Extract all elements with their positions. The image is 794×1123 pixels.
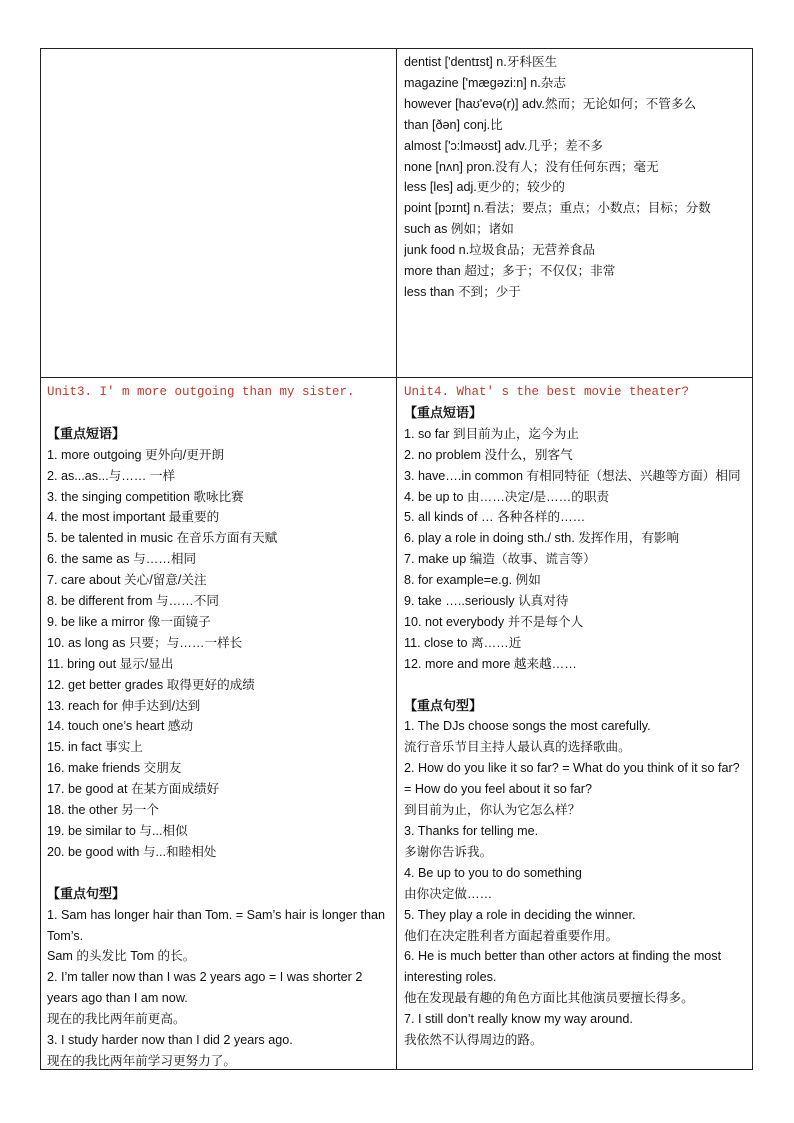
phrase-item: 10. not everybody 并不是每个人 xyxy=(404,614,584,629)
phrase-item: 19. be similar to 与...相似 xyxy=(47,824,188,839)
phrase-item: 15. in fact 事实上 xyxy=(47,740,143,755)
phrase-item: 9. be like a mirror 像一面镜子 xyxy=(47,614,211,629)
unit3-sentences-heading: 【重点句型】 xyxy=(47,885,126,901)
phrase-item: 1. so far 到目前为止，迄今为止 xyxy=(404,426,579,441)
spacer xyxy=(47,403,392,424)
sentence-en: 2. I’m taller now than I was 2 years ago = I was shorter 2 years ago than I am now. xyxy=(47,970,363,1006)
unit3-title: Unit3. I' m more outgoing than my sister. xyxy=(47,385,355,399)
sentence-en: 5. They play a role in deciding the winner. xyxy=(404,907,636,922)
sentence-zh: 多谢你告诉我。 xyxy=(404,844,493,859)
sentence-zh: 我依然不认得周边的路。 xyxy=(404,1033,543,1048)
sentence-zh: 流行音乐节目主持人最认真的选择歌曲。 xyxy=(404,740,631,755)
sentence-en: 4. Be up to you to do something xyxy=(404,865,582,880)
sentence-en: 3. I study harder now than I did 2 years ago. xyxy=(47,1033,293,1048)
unit4-title: Unit4. What' s the best movie theater? xyxy=(404,385,690,399)
phrase-item: 2. as...as...与…… 一样 xyxy=(47,468,176,483)
sentence-en: 2. How do you like it so far? = What do you think of it so far? = How do you feel about it so far? xyxy=(404,761,740,797)
phrase-item: 8. be different from 与……不同 xyxy=(47,594,219,609)
spacer xyxy=(47,863,392,884)
sentence-zh: Sam 的头发比 Tom 的长。 xyxy=(47,949,196,964)
sentence-zh: 他们在决定胜利者方面起着重要作用。 xyxy=(404,928,619,943)
empty-cell xyxy=(40,48,396,377)
phrase-item: 1. more outgoing 更外向/更开朗 xyxy=(47,447,225,462)
sentence-en: 1. The DJs choose songs the most carefully. xyxy=(404,719,651,734)
vocab-line: dentist ['dentɪst] n.牙科医生 xyxy=(404,55,558,69)
phrase-item: 20. be good with 与...和睦相处 xyxy=(47,844,217,859)
unit3-phrases-heading: 【重点短语】 xyxy=(47,425,126,441)
spacer xyxy=(404,675,750,696)
phrase-item: 3. have….in common 有相同特征（想法、兴趣等方面）相同 xyxy=(404,468,741,483)
phrase-item: 3. the singing competition 歌咏比赛 xyxy=(47,489,244,504)
phrase-item: 2. no problem 没什么，别客气 xyxy=(404,447,573,462)
phrase-item: 17. be good at 在某方面成绩好 xyxy=(47,782,220,797)
vocab-line: almost ['ɔ:lməʊst] adv.几乎；差不多 xyxy=(404,138,603,153)
phrase-item: 16. make friends 交朋友 xyxy=(47,761,182,776)
phrase-item: 7. make up 编造（故事、谎言等） xyxy=(404,552,596,567)
phrase-item: 8. for example=e.g. 例如 xyxy=(404,573,541,588)
vocab-line: point [pɔɪnt] n.看法；要点；重点；小数点；目标；分数 xyxy=(404,201,711,216)
phrase-item: 5. all kinds of … 各种各样的…… xyxy=(404,510,586,525)
sentence-zh: 到目前为止，你认为它怎么样？ xyxy=(404,803,581,818)
phrase-item: 9. take …..seriously 认真对待 xyxy=(404,594,569,609)
phrase-item: 7. care about 关心/留意/关注 xyxy=(47,573,207,588)
phrase-item: 13. reach for 伸手达到/达到 xyxy=(47,698,201,713)
vocab-line: less [les] adj.更少的；较少的 xyxy=(404,180,565,195)
vocab-line: than [ðən] conj.比 xyxy=(404,117,503,132)
phrase-item: 18. the other 另一个 xyxy=(47,803,159,818)
sentence-zh: 现在的我比两年前学习更努力了。 xyxy=(47,1053,236,1068)
vocab-line: magazine ['mæɡəzi:n] n.杂志 xyxy=(404,75,566,90)
vocab-line: less than 不到；少于 xyxy=(404,284,521,299)
phrase-item: 4. be up to 由……决定/是……的职责 xyxy=(404,489,610,504)
unit3-cell xyxy=(47,382,392,1068)
phrase-item: 5. be talented in music 在音乐方面有天赋 xyxy=(47,531,278,546)
vocab-line: more than 超过；多于；不仅仅；非常 xyxy=(404,264,616,279)
unit4-cell xyxy=(404,382,750,1068)
vocab-line: junk food n.垃圾食品；无营养食品 xyxy=(404,243,596,258)
unit4-phrases-heading: 【重点短语】 xyxy=(404,404,483,420)
sentence-zh: 由你决定做…… xyxy=(404,886,493,901)
phrase-item: 6. the same as 与……相同 xyxy=(47,552,197,567)
vocab-line: however [haʊ'evə(r)] adv.然而；无论如何；不管多么 xyxy=(404,96,697,111)
phrase-item: 4. the most important 最重要的 xyxy=(47,510,220,525)
vocab-cell xyxy=(404,52,750,377)
phrase-item: 12. more and more 越来越…… xyxy=(404,656,577,671)
sentence-en: 3. Thanks for telling me. xyxy=(404,824,539,839)
vocab-line: none [nʌn] pron.没有人；没有任何东西；毫无 xyxy=(404,159,659,174)
phrase-item: 11. bring out 显示/显出 xyxy=(47,656,174,671)
sentence-en: 6. He is much better than other actors at finding the most interesting roles. xyxy=(404,949,722,985)
sentence-en: 7. I still don’t really know my way around. xyxy=(404,1012,633,1027)
row-divider xyxy=(40,377,753,378)
phrase-item: 11. close to 离……近 xyxy=(404,635,522,650)
phrase-item: 10. as long as 只要；与……一样长 xyxy=(47,635,243,650)
phrase-item: 12. get better grades 取得更好的成绩 xyxy=(47,677,255,692)
column-divider xyxy=(396,48,397,1070)
document-table xyxy=(40,48,753,1070)
sentence-en: 1. Sam has longer hair than Tom. = Sam’s hair is longer than Tom’s. xyxy=(47,907,386,943)
sentence-zh: 他在发现最有趣的角色方面比其他演员要擅长得多。 xyxy=(404,991,694,1006)
unit4-sentences-heading: 【重点句型】 xyxy=(404,697,483,713)
sentence-zh: 现在的我比两年前更高。 xyxy=(47,1012,186,1027)
phrase-item: 14. touch one’s heart 感动 xyxy=(47,719,194,734)
vocab-line: such as 例如；诸如 xyxy=(404,222,514,237)
phrase-item: 6. play a role in doing sth./ sth. 发挥作用，有影响 xyxy=(404,531,680,546)
